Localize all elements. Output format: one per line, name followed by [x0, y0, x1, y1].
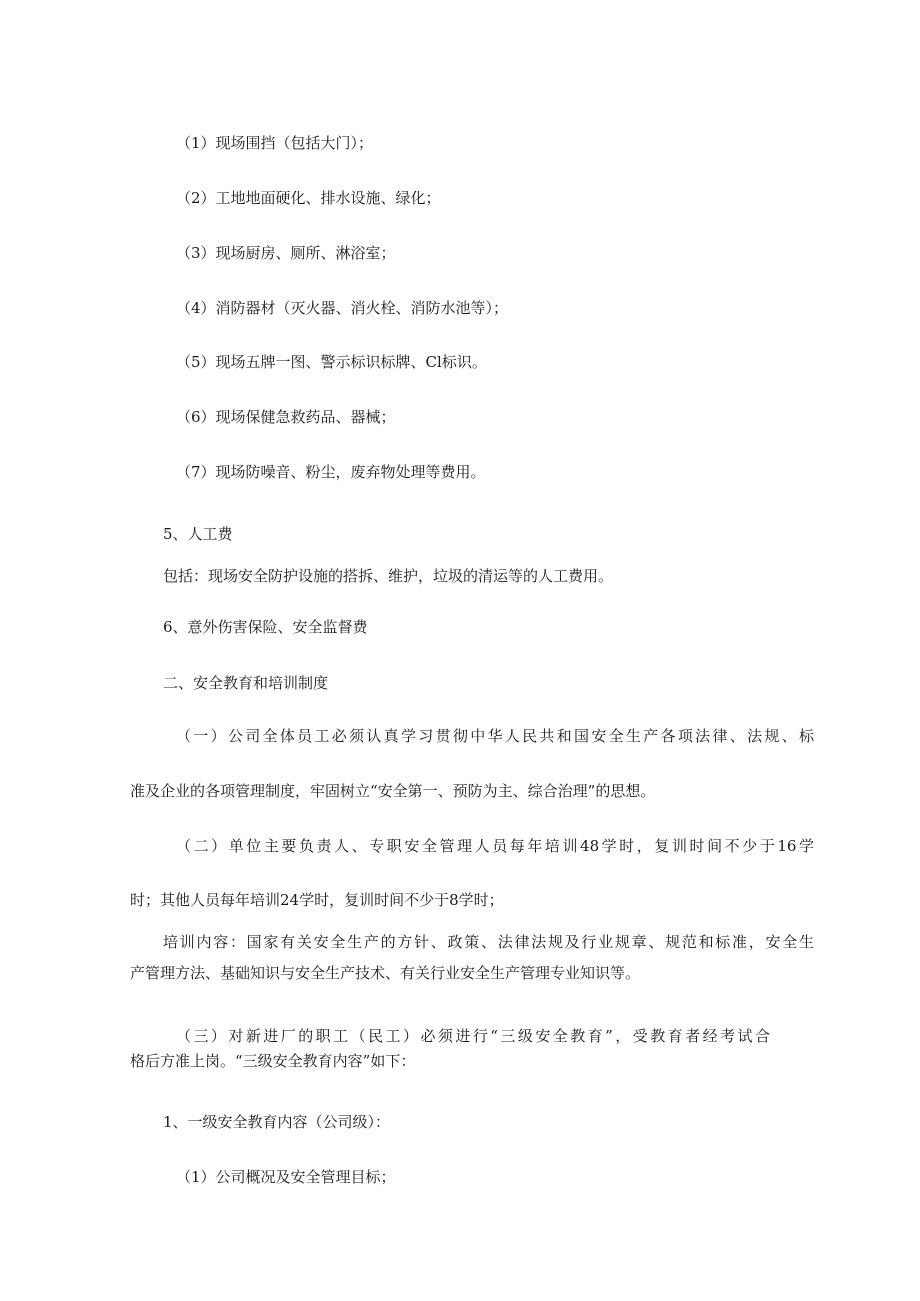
- para3-line2: 格后方准上岗。“三级安全教育内容”如下：: [130, 1052, 416, 1070]
- labor-text: 包括：现场安全防护设施的搭拆、维护，垃圾的清运等的人工费用。: [163, 567, 614, 585]
- site-item-7: （7）现场防噪音、粉尘，废弃物处理等费用。: [176, 463, 486, 481]
- site-item-1: （1）现场围挡（包括大门）；: [176, 134, 374, 152]
- para1-line1: （一）公司全体员工必须认真学习贯彻中华人民共和国安全生产各项法律、法规、标: [176, 727, 814, 745]
- site-item-6: （6）现场保健急救药品、器械；: [176, 408, 396, 426]
- level1-item-1: （1）公司概况及安全管理目标；: [176, 1168, 396, 1186]
- para1-line2: 准及企业的各项管理制度，牢固树立“安全第一、预防为主、综合治理”的思想。: [130, 782, 656, 800]
- training-line2: 产管理方法、基础知识与安全生产技术、有关行业安全生产管理专业知识等。: [130, 964, 641, 982]
- insurance-heading: 6、意外伤害保险、安全监督费: [163, 618, 368, 636]
- para2-line2: 时；其他人员每年培训24学时，复训时间不少于8学时；: [130, 891, 504, 909]
- site-item-4: （4）消防器材（灭火器、消火栓、消防水池等）；: [176, 299, 509, 317]
- site-item-2: （2）工地地面硬化、排水设施、绿化；: [176, 189, 441, 207]
- level1-heading: 1、一级安全教育内容（公司级）：: [163, 1113, 391, 1131]
- labor-heading: 5、人工费: [163, 525, 233, 543]
- site-item-5: （5）现场五牌一图、警示标识标牌、Cl标识。: [176, 353, 487, 371]
- para3-line1: （三）对新进厂的职工（民工）必须进行“三级安全教育”，受教育者经考试合: [176, 1027, 770, 1045]
- para2-line1: （二）单位主要负责人、专职安全管理人员每年培训48学时，复训时间不少于16学: [176, 837, 814, 855]
- site-item-3: （3）现场厨房、厕所、淋浴室；: [176, 244, 396, 262]
- section-heading: 二、安全教育和培训制度: [163, 674, 329, 692]
- training-line1: 培训内容：国家有关安全生产的方针、政策、法律法规及行业规章、规范和标准，安全生: [163, 933, 814, 951]
